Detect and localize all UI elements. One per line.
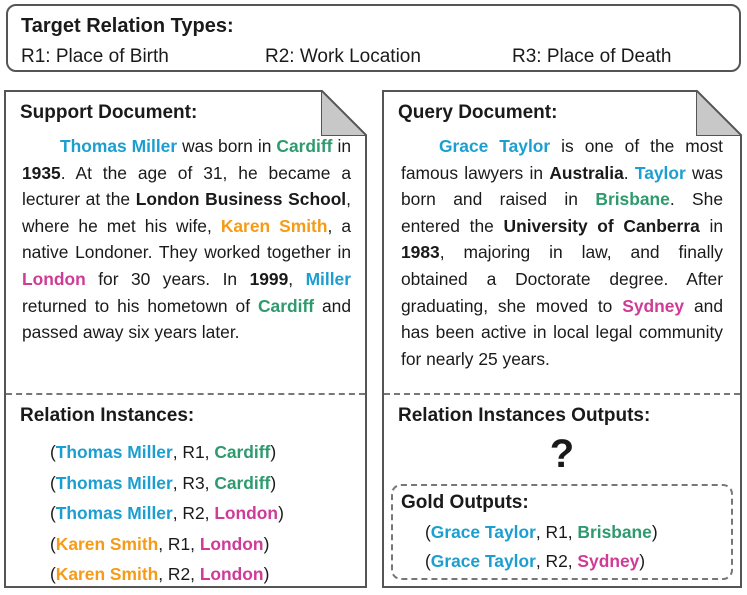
entity-mention: Taylor (634, 162, 686, 183)
separator: , (567, 551, 578, 571)
doc-text: , where he met his wife, (22, 189, 351, 236)
bold-text: 1999 (249, 268, 289, 289)
doc-text: was born in (177, 136, 277, 156)
entity-mention: Cardiff (257, 295, 315, 316)
doc-text: and has been active in local legal community for nearly 25 years. (401, 295, 723, 369)
tail-entity: London (199, 533, 264, 554)
doc-text: and passed away six years later. (22, 295, 351, 343)
doc-text: , (288, 268, 306, 289)
relation-label: R2 (167, 564, 191, 584)
separator: , (204, 472, 215, 493)
bold-text: University of Canberra (503, 215, 700, 236)
section-divider (384, 393, 740, 395)
doc-text: returned to his hometown of (22, 295, 258, 316)
entity-mention: Sydney (622, 295, 685, 316)
section-divider (6, 393, 365, 395)
relation-label: R1 (545, 522, 568, 542)
separator: , (204, 503, 215, 523)
separator: , (172, 442, 183, 462)
doc-text: was born and raised in (401, 162, 723, 210)
tail-entity: Cardiff (214, 442, 271, 462)
head-entity: Thomas Miller (55, 442, 173, 462)
separator: , (567, 522, 578, 542)
bold-text: Australia (549, 162, 624, 183)
relation-type-r2: R2: Work Location (265, 46, 421, 67)
relation-instance-row (50, 437, 284, 468)
folded-corner-icon (696, 90, 742, 136)
head-entity: Karen Smith (55, 533, 159, 554)
support-document-text (22, 133, 351, 346)
support-document-panel (4, 90, 367, 588)
doc-text: . She entered the (401, 189, 724, 236)
relation-instance-row (50, 498, 284, 529)
close-paren: ) (278, 503, 284, 523)
close-paren: ) (263, 533, 270, 554)
doc-text: , a native Londoner. They worked together in (22, 215, 351, 263)
close-paren: ) (651, 522, 658, 542)
relation-label: R3 (182, 472, 205, 493)
open-paren: ( (50, 564, 56, 584)
gold-outputs-box (391, 484, 733, 580)
gold-outputs-list (425, 518, 658, 576)
relation-instance-row (425, 518, 658, 547)
support-document-title: Support Document: (20, 102, 198, 123)
head-entity: Grace Taylor (430, 551, 536, 571)
entity-mention: Grace Taylor (439, 136, 551, 156)
close-paren: ) (639, 551, 646, 571)
relation-outputs-title: Relation Instances Outputs: (398, 405, 651, 426)
separator: , (535, 522, 546, 542)
separator: , (172, 503, 183, 523)
entity-mention: London (22, 268, 86, 289)
entity-mention: Cardiff (276, 136, 333, 156)
relation-types-title: Target Relation Types: (21, 15, 234, 37)
open-paren: ( (50, 442, 56, 462)
separator: , (204, 442, 215, 462)
separator: , (172, 472, 183, 493)
relation-label: R2 (182, 503, 205, 523)
query-document-panel (382, 90, 742, 588)
relation-instance-row (50, 529, 284, 560)
head-entity: Grace Taylor (430, 522, 536, 542)
relation-label: R2 (545, 551, 568, 571)
gold-outputs-title: Gold Outputs: (401, 492, 529, 513)
relation-instances-title: Relation Instances: (20, 405, 195, 426)
open-paren: ( (50, 472, 56, 493)
tail-entity: Cardiff (214, 472, 271, 493)
doc-text: . At the age of 31, he became a lecturer at the (22, 162, 351, 210)
close-paren: ) (263, 564, 270, 584)
tail-entity: London (199, 564, 264, 584)
entity-mention: Karen Smith (220, 215, 328, 236)
question-mark-icon: ? (549, 432, 575, 476)
head-entity: Karen Smith (55, 564, 159, 584)
query-document-text (401, 133, 723, 372)
open-paren: ( (425, 522, 431, 542)
separator: , (535, 551, 546, 571)
relation-label: R1 (182, 442, 205, 462)
entity-mention: Miller (305, 268, 351, 289)
doc-text: in (332, 136, 351, 156)
bold-text: 1935 (22, 162, 61, 183)
open-paren: ( (425, 551, 431, 571)
relation-instances-list (50, 437, 284, 590)
head-entity: Thomas Miller (55, 503, 173, 523)
tail-entity: Brisbane (577, 522, 652, 542)
relation-instance-row (50, 559, 284, 590)
relation-types-box (6, 4, 741, 72)
separator: , (190, 564, 200, 584)
doc-text: . (623, 162, 635, 183)
doc-text: is one of the most famous lawyers in (401, 136, 723, 183)
relation-type-r1: R1: Place of Birth (21, 46, 169, 67)
tail-entity: London (214, 503, 279, 523)
relation-label: R1 (167, 533, 191, 554)
bold-text: 1983 (401, 242, 440, 263)
head-entity: Thomas Miller (55, 472, 173, 493)
doc-text: , majoring in law, and finally obtained a Doctorate degree. After graduating, she moved to (401, 242, 723, 316)
separator: , (190, 533, 200, 554)
open-paren: ( (50, 533, 56, 554)
separator: , (158, 564, 168, 584)
separator: , (158, 533, 168, 554)
close-paren: ) (270, 472, 277, 493)
bold-text: London Business School (135, 189, 347, 210)
folded-corner-icon (321, 90, 367, 136)
tail-entity: Sydney (577, 551, 640, 571)
doc-text: in (699, 215, 723, 236)
query-document-title: Query Document: (398, 102, 558, 123)
relation-instance-row (425, 547, 658, 576)
entity-mention: Thomas Miller (60, 136, 178, 156)
doc-text: for 30 years. In (85, 268, 250, 289)
relation-type-r3: R3: Place of Death (512, 46, 672, 67)
relation-instance-row (50, 468, 284, 499)
entity-mention: Brisbane (595, 189, 670, 210)
close-paren: ) (270, 442, 277, 462)
open-paren: ( (50, 503, 56, 523)
